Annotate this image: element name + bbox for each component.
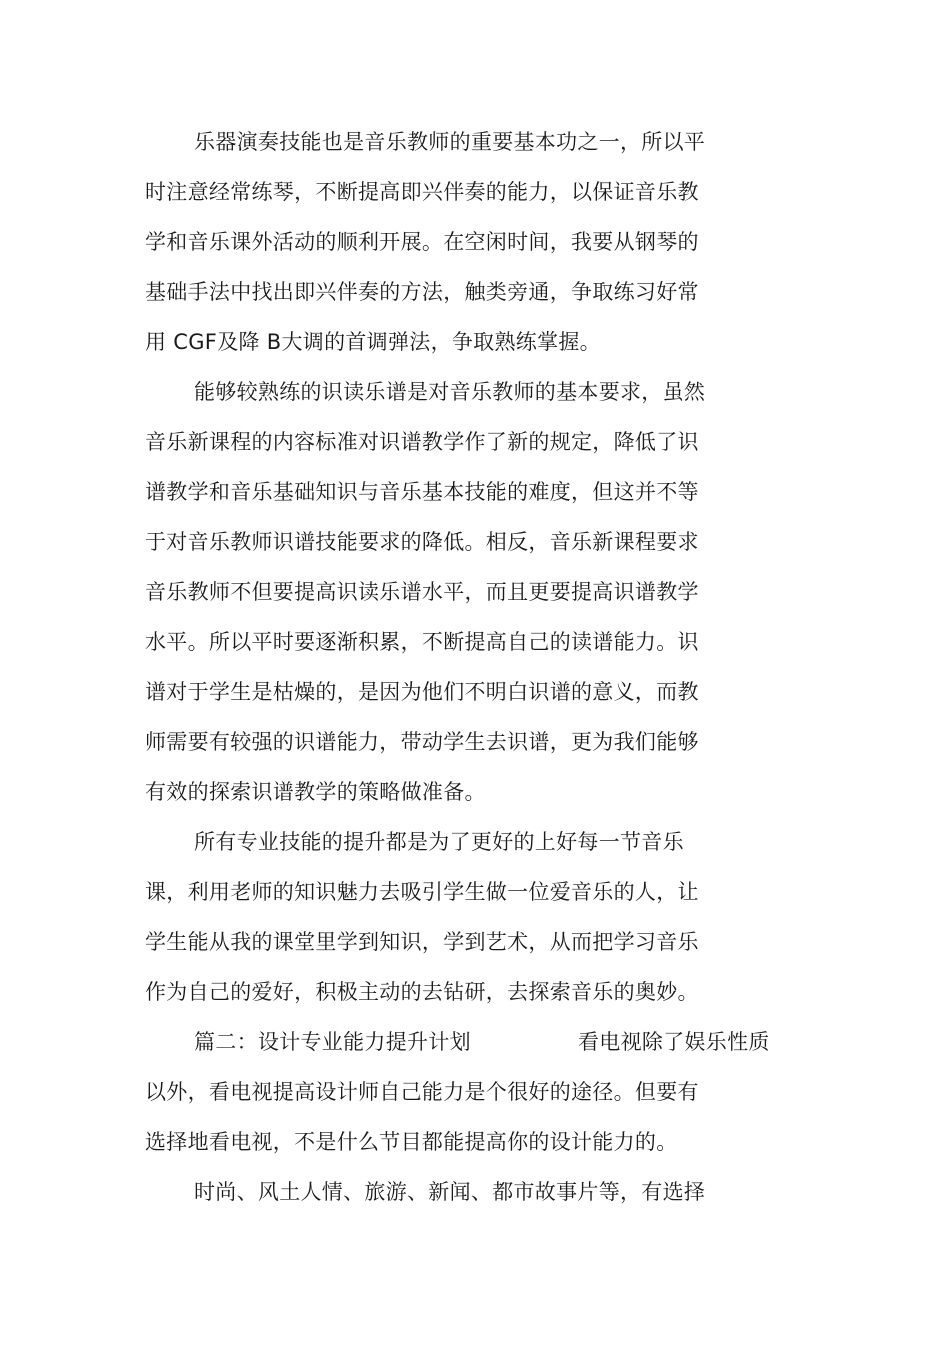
paragraph-1-line-1: 乐器演奏技能也是音乐教师的重要基本功之一，所以平 bbox=[194, 130, 706, 154]
paragraph-1-line-2: 时注意经常练琴，不断提高即兴伴奏的能力，以保证音乐教 bbox=[145, 180, 699, 204]
paragraph-2-line-4: 于对音乐教师识谱技能要求的降低。相反，音乐新课程要求 bbox=[145, 530, 699, 554]
paragraph-3-line-2: 课，利用老师的知识魅力去吸引学生做一位爱音乐的人，让 bbox=[145, 880, 699, 904]
paragraph-2-line-1: 能够较熟练的识读乐谱是对音乐教师的基本要求，虽然 bbox=[194, 380, 706, 404]
paragraph-1-line-5: 用 CGF及降 B大调的首调弹法，争取熟练掌握。 bbox=[145, 330, 601, 354]
paragraph-2-line-8: 师需要有较强的识谱能力，带动学生去识谱，更为我们能够 bbox=[145, 730, 699, 754]
paragraph-4-line-3: 选择地看电视，不是什么节目都能提高你的设计能力的。 bbox=[145, 1130, 678, 1154]
paragraph-1-line-4: 基础手法中找出即兴伴奏的方法，触类旁通，争取练习好常 bbox=[145, 280, 699, 304]
paragraph-1-line-3: 学和音乐课外活动的顺利开展。在空闲时间，我要从钢琴的 bbox=[145, 230, 699, 254]
paragraph-3-line-4: 作为自己的爱好，积极主动的去钻研，去探索音乐的奥妙。 bbox=[145, 980, 699, 1004]
paragraph-2-line-2: 音乐新课程的内容标准对识谱教学作了新的规定，降低了识 bbox=[145, 430, 699, 454]
paragraph-2-line-5: 音乐教师不但要提高识读乐谱水平，而且更要提高识谱教学 bbox=[145, 580, 699, 604]
paragraph-4-line-1-tail: 看电视除了娱乐性质 bbox=[578, 1030, 770, 1054]
paragraph-2-line-9: 有效的探索识谱教学的策略做准备。 bbox=[145, 780, 486, 804]
paragraph-5-line-1: 时尚、风土人情、旅游、新闻、都市故事片等，有选择 bbox=[194, 1180, 706, 1204]
paragraph-3-line-1: 所有专业技能的提升都是为了更好的上好每一节音乐 bbox=[194, 830, 684, 854]
section-heading: 篇二：设计专业能力提升计划 bbox=[194, 1030, 471, 1054]
paragraph-2-line-7: 谱对于学生是枯燥的，是因为他们不明白识谱的意义，而教 bbox=[145, 680, 699, 704]
paragraph-4-line-2: 以外，看电视提高设计师自己能力是个很好的途径。但要有 bbox=[145, 1080, 699, 1104]
paragraph-2-line-6: 水平。所以平时要逐渐积累，不断提高自己的读谱能力。识 bbox=[145, 630, 699, 654]
paragraph-3-line-3: 学生能从我的课堂里学到知识，学到艺术，从而把学习音乐 bbox=[145, 930, 699, 954]
paragraph-2-line-3: 谱教学和音乐基础知识与音乐基本技能的难度，但这并不等 bbox=[145, 480, 699, 504]
